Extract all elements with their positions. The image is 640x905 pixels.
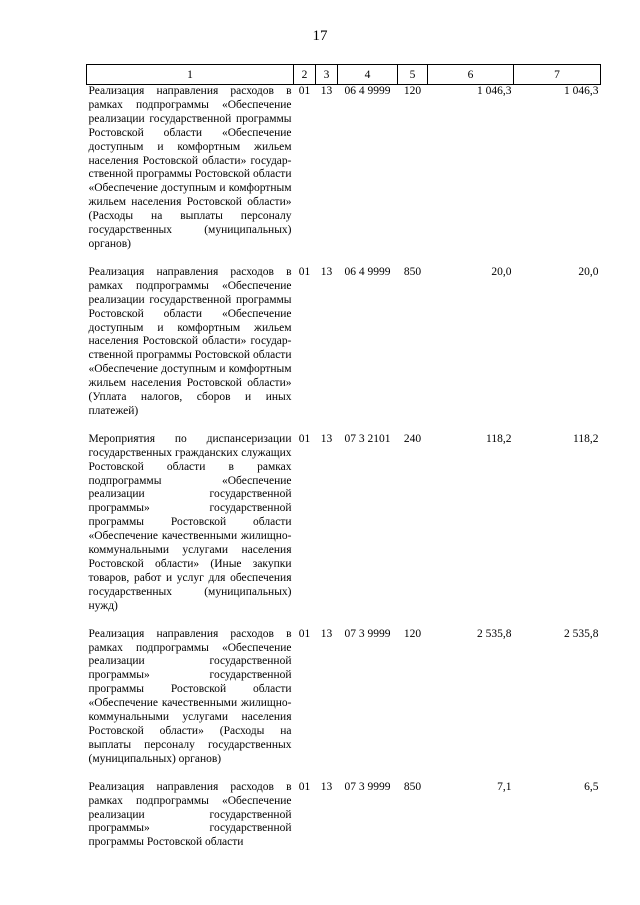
row-expense-type: 850 [403, 265, 422, 278]
row-description: Реализация направления расходов в рамках подпрограммы «Обеспечение реализации государственной программы» государственной программы Ростовской области [88, 780, 292, 849]
row-target-article: 06 4 9999 [344, 85, 391, 97]
row-subsection: 13 [320, 265, 333, 278]
row-amount-col7: 20,0 [578, 265, 599, 278]
row-description: Реализация направления расходов в рамках подпрограммы «Обеспечение реализации государственной программы Ростовской области «Обеспечение доступным и комфортным жильем населения Ростовской области» государственной программы Ростовской области «Обеспечение доступным и комфортным жильем населения Ростовской области» (Уплата налогов, сборов и иных платежей) [88, 265, 292, 417]
row-amount-col7: 2 535,8 [564, 627, 599, 640]
row-amount-col6: 2 535,8 [477, 627, 512, 640]
row-expense-type: 120 [403, 85, 422, 97]
row-subsection: 13 [320, 627, 333, 640]
row-amount-col7: 1 046,3 [564, 85, 599, 97]
row-description: Реализация направления расходов в рамках подпрограммы «Обеспечение реализации государственной программы Ростовской области «Обеспечение доступным и комфортным жильем населения Ростовской области» государственной программы Ростовской области «Обеспечение доступным и комфортным жильем населения Ростовской области» (Расходы на выплаты персоналу государственных (муниципальных) органов) [88, 85, 292, 250]
row-target-article: 06 4 9999 [344, 265, 391, 278]
row-description: Реализация направления расходов в рамках подпрограммы «Обеспечение реализации государственной программы» государственной программы Ростовской области «Обеспечение качественными жилищно-коммунальными услугами населения Ростовской области» (Расходы на выплаты персоналу государственных (муниципальных) органов) [88, 627, 292, 765]
row-section: 01 [298, 780, 311, 793]
row-target-article: 07 3 9999 [344, 627, 391, 640]
header-col-3: 3 [316, 65, 338, 85]
row-section: 01 [298, 432, 311, 445]
row-amount-col7: 6,5 [584, 780, 599, 793]
row-expense-type: 120 [403, 627, 422, 640]
table-row [87, 628, 601, 781]
row-amount-col6: 7,1 [497, 780, 512, 793]
row-expense-type: 240 [403, 432, 422, 445]
row-amount-col6: 118,2 [486, 432, 512, 445]
table-header-row [87, 65, 601, 85]
header-col-7: 7 [514, 65, 601, 85]
header-col-5: 5 [398, 65, 428, 85]
row-description: Мероприятия по диспансеризации государственных гражданских служащих Ростовской области в рамках подпрограммы «Обеспечение реализации государственной программы» государственной программы Ростовской области «Обеспечение качественными жилищно-коммунальными услугами населения Ростовской области» (Иные закупки товаров, работ и услуг для обеспечения государственных (муниципальных) нужд) [88, 432, 292, 612]
table-row [87, 781, 601, 851]
header-col-4: 4 [338, 65, 398, 85]
row-amount-col6: 20,0 [491, 265, 512, 278]
header-col-6: 6 [428, 65, 514, 85]
row-subsection: 13 [320, 432, 333, 445]
budget-table [86, 64, 601, 850]
table-row [87, 266, 601, 433]
header-col-1: 1 [87, 65, 294, 85]
table-row [87, 85, 601, 266]
row-target-article: 07 3 2101 [344, 432, 391, 445]
row-expense-type: 850 [403, 780, 422, 793]
row-section: 01 [298, 85, 311, 97]
row-subsection: 13 [320, 780, 333, 793]
row-subsection: 13 [320, 85, 333, 97]
row-section: 01 [298, 627, 311, 640]
row-amount-col7: 118,2 [573, 432, 599, 445]
header-col-2: 2 [294, 65, 316, 85]
row-target-article: 07 3 9999 [344, 780, 391, 793]
table-row [87, 433, 601, 628]
row-amount-col6: 1 046,3 [477, 85, 512, 97]
row-section: 01 [298, 265, 311, 278]
page-number: 17 [312, 28, 328, 44]
